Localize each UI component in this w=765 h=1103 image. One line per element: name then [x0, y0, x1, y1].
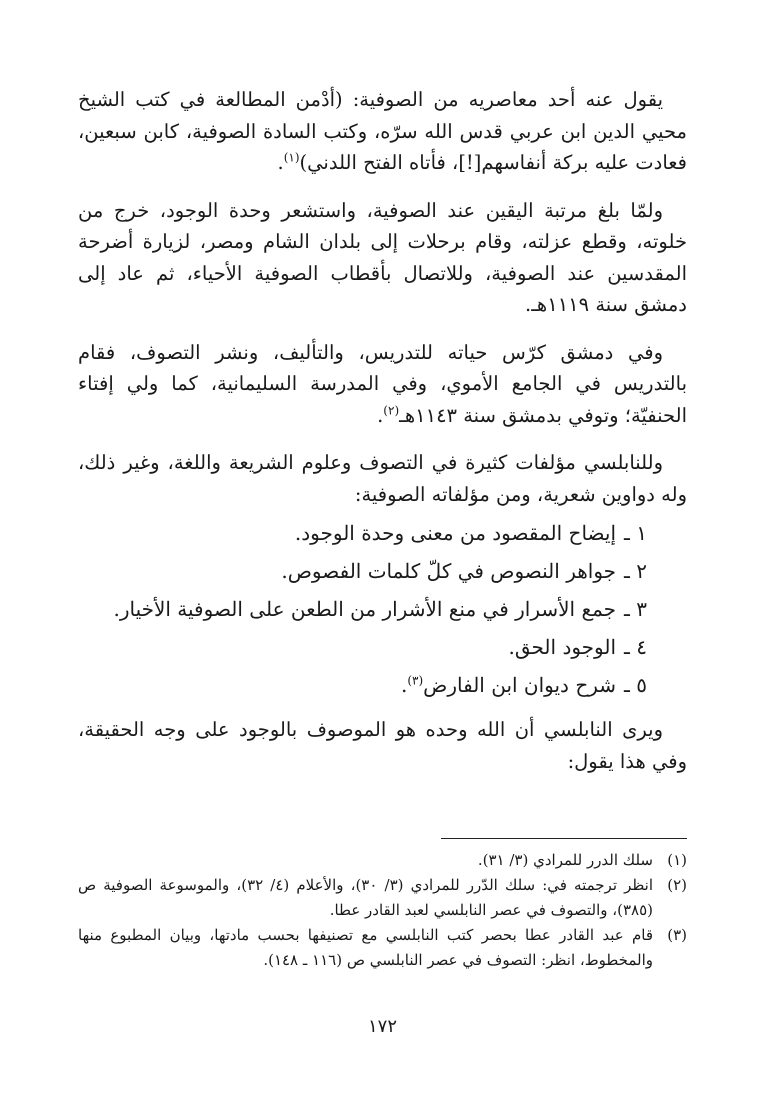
- works-list: [78, 514, 687, 704]
- footnote-item: [78, 848, 687, 873]
- paragraph-text: وللنابلسي مؤلفات كثيرة في التصوف وعلوم الشريعة واللغة، وغير ذلك، وله دواوين شعرية، ومن مؤلفاته الصوفية:: [78, 451, 687, 506]
- item-text: جواهر النصوص في كلّ كلمات الفصوص.: [281, 559, 617, 583]
- paragraph-text: ولمّا بلغ مرتبة اليقين عند الصوفية، واستشعر وحدة الوجود، خرج من خلوته، وقطع عزلته، وقام برحلات إلى بلدان الشام ومصر، لزيارة أضرحة المقدسين عند الصوفية، وللاتصال بأقطاب الصوفية الأحياء، ثم عاد إلى دمشق سنة ١١١٩هـ.: [78, 198, 687, 316]
- paragraph-works-intro: [78, 447, 687, 510]
- footnote-ref[interactable]: (٢): [383, 403, 400, 417]
- footnote-text: سلك الدرر للمرادي (٣/ ٣١).: [477, 851, 653, 869]
- item-end: .: [400, 673, 408, 697]
- footnotes: [78, 848, 687, 973]
- footnote-text: قام عبد القادر عطا بحصر كتب النابلسي مع تصنيفها بحسب مادتها، وبيان المطبوع منها والمخطوط، انظر: التصوف في عصر النابلسي ص (١١٦ ـ ١٤٨).: [78, 926, 653, 969]
- item-text: شرح ديوان ابن الفارض: [423, 673, 617, 697]
- paragraph-contemporary-quote: [78, 84, 687, 179]
- item-text: إيضاح المقصود من معنى وحدة الوجود.: [294, 521, 617, 545]
- footnote-ref[interactable]: (٣): [407, 673, 424, 688]
- item-number: ٣ ـ: [624, 597, 647, 621]
- list-item: [78, 552, 647, 590]
- item-text: جمع الأسرار في منع الأشرار من الطعن على الصوفية الأخيار.: [113, 597, 617, 621]
- footnote-ref[interactable]: (١): [283, 150, 300, 165]
- footnote-number: (٢): [667, 876, 688, 894]
- list-item: [78, 666, 647, 704]
- paragraph-text: يقول عنه أحد معاصريه من الصوفية: (أدْمن المطالعة في كتب الشيخ محيي الدين ابن عربي قدس الله سرّه، وكتب السادة الصوفية، كابن سبعين، فعادت عليه بركة أنفاسهم[!]، فأتاه الفتح اللدني): [78, 88, 687, 174]
- paragraph-text: ويرى النابلسي أن الله وحده هو الموصوف بالوجود على وجه الحقيقة، وفي هذا يقول:: [78, 718, 687, 773]
- paragraph-text: وفي دمشق كرّس حياته للتدريس، والتأليف، ونشر التصوف، فقام بالتدريس في الجامع الأموي، وفي المدرسة السليمانية، كما ولي إفتاء الحنفيّة؛ وتوفي بدمشق سنة ١١٤٣هـ: [78, 340, 687, 427]
- page-number: ١٧٢: [367, 1016, 397, 1037]
- footnote-divider: [441, 838, 687, 839]
- item-number: ٥ ـ: [624, 673, 647, 697]
- paragraph-end: .: [277, 151, 284, 174]
- list-item: [78, 514, 647, 552]
- footnote-item: [78, 873, 687, 923]
- footnote-number: (٣): [667, 926, 687, 944]
- footnote-text: انظر ترجمته في: سلك الدّرر للمرادي (٣/ ٣٠)، والأعلام (٤/ ٣٢)، والموسوعة الصوفية ص (٣٨٥)، والتصوف في عصر النابلسي لعبد القادر عطا.: [78, 876, 654, 919]
- list-item: [78, 590, 647, 628]
- main-text: [78, 84, 687, 793]
- paragraph-end: .: [377, 403, 384, 427]
- footnote-item: [78, 923, 687, 973]
- paragraph-teaching: [78, 337, 687, 432]
- list-item: [78, 628, 647, 666]
- footnote-number: (١): [667, 851, 687, 869]
- item-text: الوجود الحق.: [508, 635, 617, 659]
- item-number: ٢ ـ: [624, 559, 647, 583]
- item-number: ١ ـ: [624, 521, 647, 545]
- paragraph-travels: [78, 195, 687, 321]
- paragraph-nabulsi-view: [78, 714, 687, 777]
- item-number: ٤ ـ: [624, 635, 647, 659]
